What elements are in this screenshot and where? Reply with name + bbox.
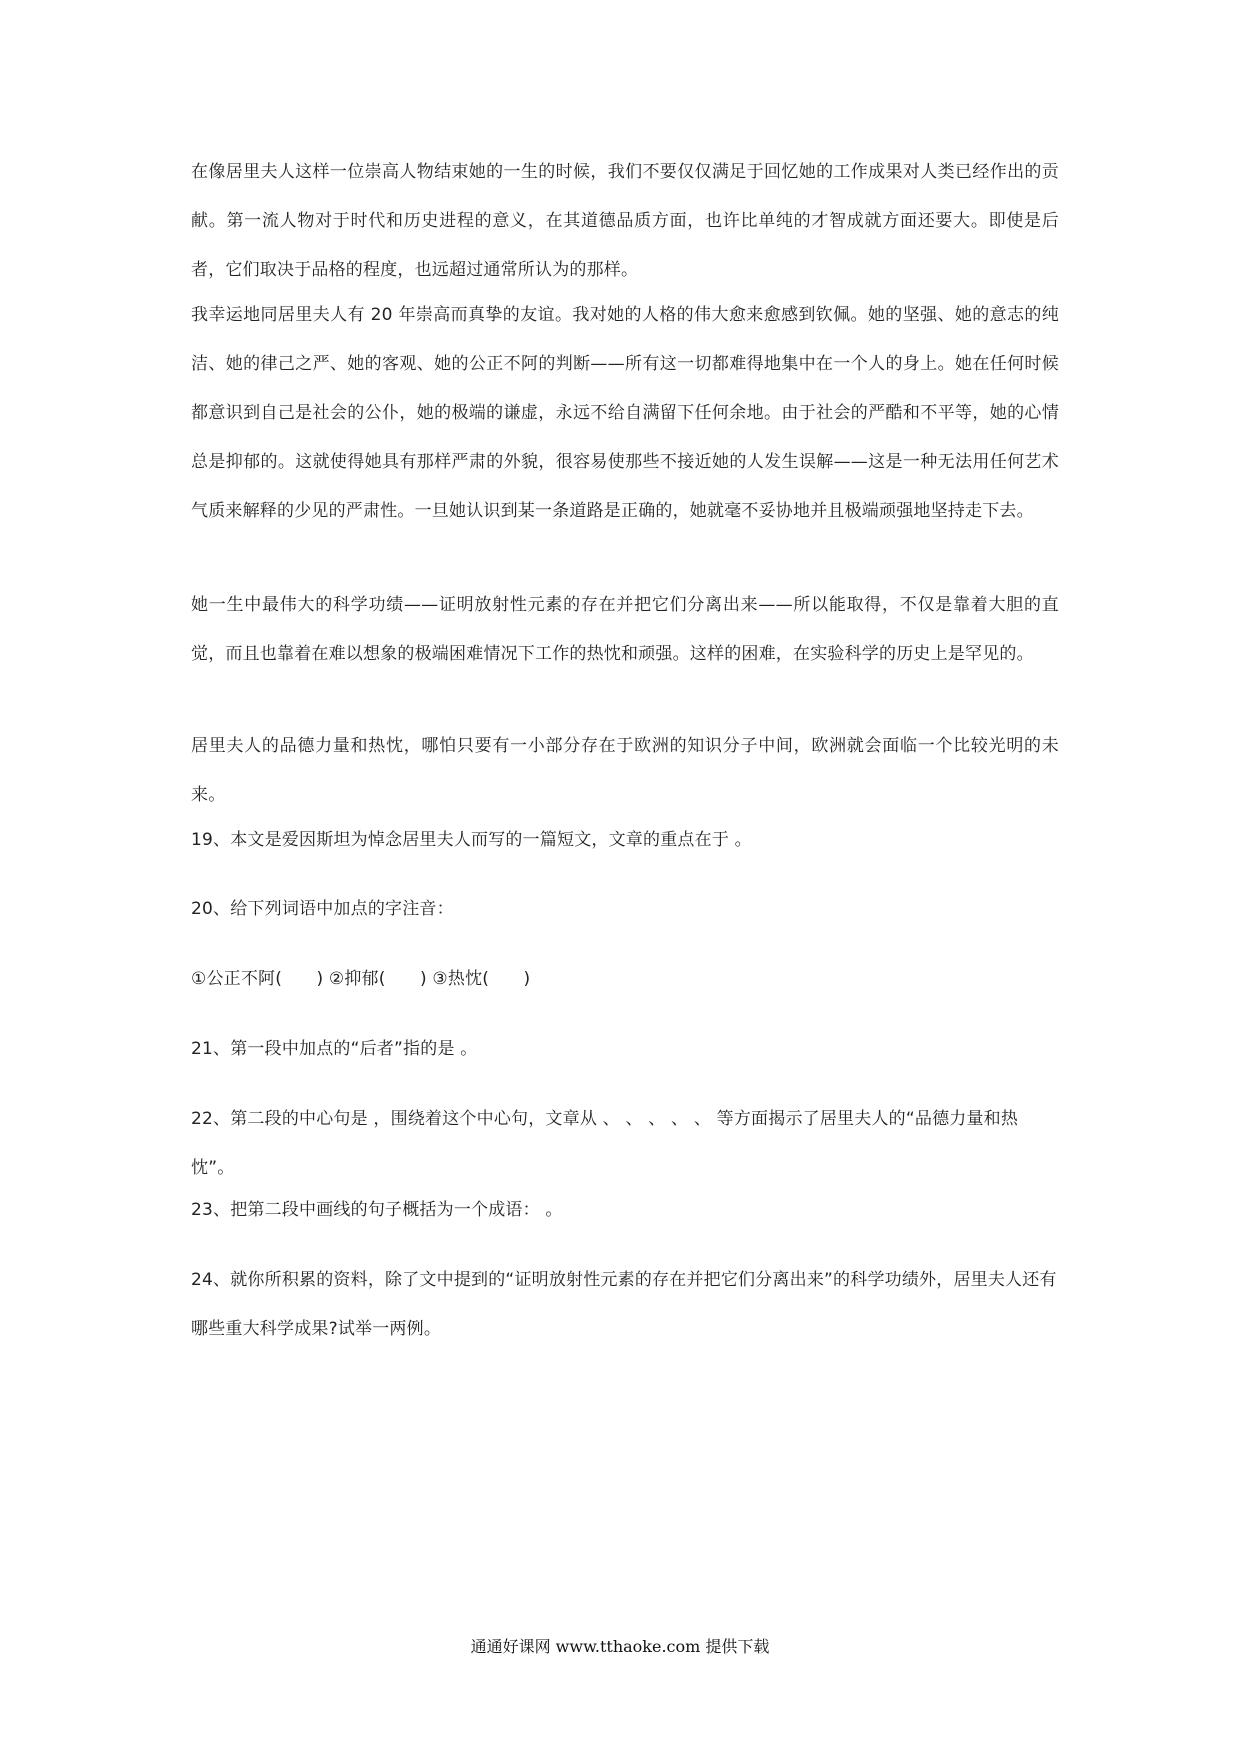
question-21: 21、第一段中加点的“后者”指的是 。 [191,1039,478,1059]
question-20-items: ①公正不阿( ) ②抑郁( ) ③热忱( ) [191,969,531,989]
paragraph-1: 在像居里夫人这样一位崇高人物结束她的一生的时候，我们不要仅仅满足于回忆她的工作成果对人类已经作出的贡献。第一流人物对于时代和历史进程的意义，在其道德品质方面，也许比单纯的才智成就方面还要大。即使是后者，它们取决于品格的程度，也远超过通常所认为的那样。 [191,162,1059,280]
question-20: 20、给下列词语中加点的字注音： [191,899,454,919]
paragraph-2: 我幸运地同居里夫人有 20 年崇高而真挚的友谊。我对她的人格的伟大愈来愈感到钦佩。她的坚强、她的意志的纯洁、她的律己之严、她的客观、她的公正不阿的判断——所有这一切都难得地集中在一个人的身上。她在任何时候都意识到自己是社会的公仆，她的极端的谦虚，永远不给自满留下任何余地。由于社会的严酷和不平等，她的心情总是抑郁的。这就使得她具有那样严肃的外貌，很容易使那些不接近她的人发生误解——这是一种无法用任何艺术气质来解释的少见的严肃性。一旦她认识到某一条道路是正确的，她就毫不妥协地并且极端顽强地坚持走下去。 [191,305,1059,521]
question-24: 24、就你所积累的资料，除了文中提到的“证明放射性元素的存在并把它们分离出来”的科学功绩外，居里夫人还有哪些重大科学成果?试举一两例。 [191,1270,1057,1339]
question-23: 23、把第二段中画线的句子概括为一个成语： 。 [191,1200,563,1220]
question-22: 22、第二段的中心句是 ，围绕着这个中心句，文章从 、 、 、 、 、 等方面揭示了居里夫人的“品德力量和热忱”。 [191,1109,1019,1178]
footer-source: 通通好课网 www.tthaoke.com 提供下载 [470,1637,770,1656]
paragraph-4: 居里夫人的品德力量和热忱，哪怕只要有一小部分存在于欧洲的知识分子中间，欧洲就会面临一个比较光明的未来。 [191,736,1059,805]
question-19: 19、本文是爱因斯坦为悼念居里夫人而写的一篇短文，文章的重点在于 。 [191,830,752,850]
paragraph-3: 她一生中最伟大的科学功绩——证明放射性元素的存在并把它们分离出来——所以能取得，不仅是靠着大胆的直觉，而且也靠着在难以想象的极端困难情况下工作的热忱和顽强。这样的困难，在实验科学的历史上是罕见的。 [191,595,1059,664]
